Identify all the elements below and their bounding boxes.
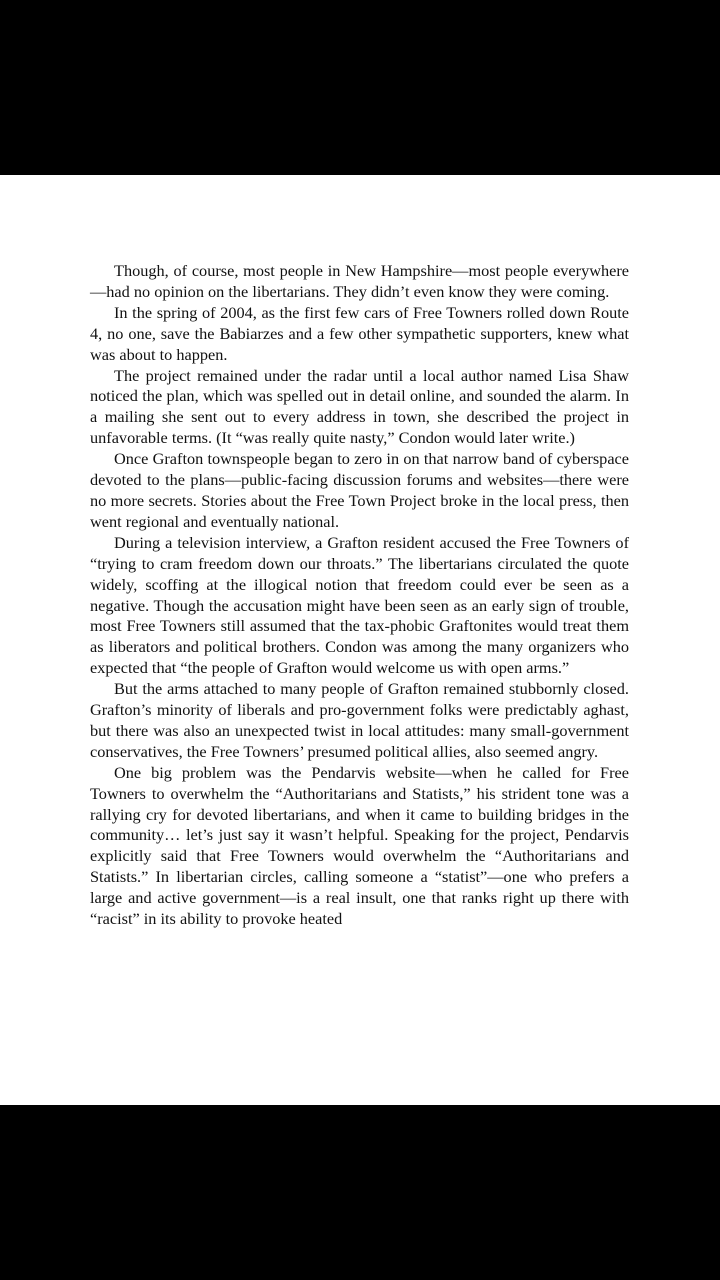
paragraph-1: Though, of course, most people in New Hampshire—most people everywhere—had no opinion on the libertarians. They didn’t even know they were coming. [90, 261, 629, 301]
paragraph-5: During a television interview, a Grafton resident accused the Free Towners of “trying to cram freedom down our throats.” The libertarians circulated the quote widely, scoffing at the illogical notion that freedom could ever be seen as a negative. Though the accusation might have been seen as an early sign of trouble, most Free Towners still assumed that the tax-phobic Graftonites would treat them as liberators and political brothers. Condon was among the many organizers who expected that “the people of Grafton would welcome us with open arms.” [90, 532, 629, 678]
page-text [90, 261, 629, 930]
book-page[interactable] [0, 175, 720, 1105]
paragraph-4: Once Grafton townspeople began to zero in on that narrow band of cyberspace devoted to the plans—public-facing discussion forums and websites—there were no more secrets. Stories about the Free Town Project broke in the local press, then went regional and eventually national. [90, 449, 629, 531]
paragraph-2: In the spring of 2004, as the first few cars of Free Towners rolled down Route 4, no one, save the Babiarzes and a few other sympathetic supporters, knew what was about to happen. [90, 302, 629, 364]
bottom-black-bar [0, 1105, 720, 1280]
top-black-bar [0, 0, 720, 175]
paragraph-6: But the arms attached to many people of Grafton remained stubbornly closed. Grafton’s minority of liberals and pro-government folks were predictably aghast, but there was also an unexpected twist in local attitudes: many small-government conservatives, the Free Towners’ presumed political allies, also seemed angry. [90, 679, 629, 761]
paragraph-7: One big problem was the Pendarvis website—when he called for Free Towners to overwhelm the “Authoritarians and Statists,” his strident tone was a rallying cry for devoted libertarians, and when it came to building bridges in the community… let’s just say it wasn’t helpful. Speaking for the project, Pendarvis explicitly said that Free Towners would overwhelm the “Authoritarians and Statists.” In libertarian circles, calling someone a “statist”—one who prefers a large and active government—is a real insult, one that ranks right up there with “racist” in its ability to provoke heated [90, 762, 629, 929]
paragraph-3: The project remained under the radar until a local author named Lisa Shaw noticed the plan, which was spelled out in detail online, and sounded the alarm. In a mailing she sent out to every address in town, she described the project in unfavorable terms. (It “was really quite nasty,” Condon would later write.) [90, 365, 629, 448]
